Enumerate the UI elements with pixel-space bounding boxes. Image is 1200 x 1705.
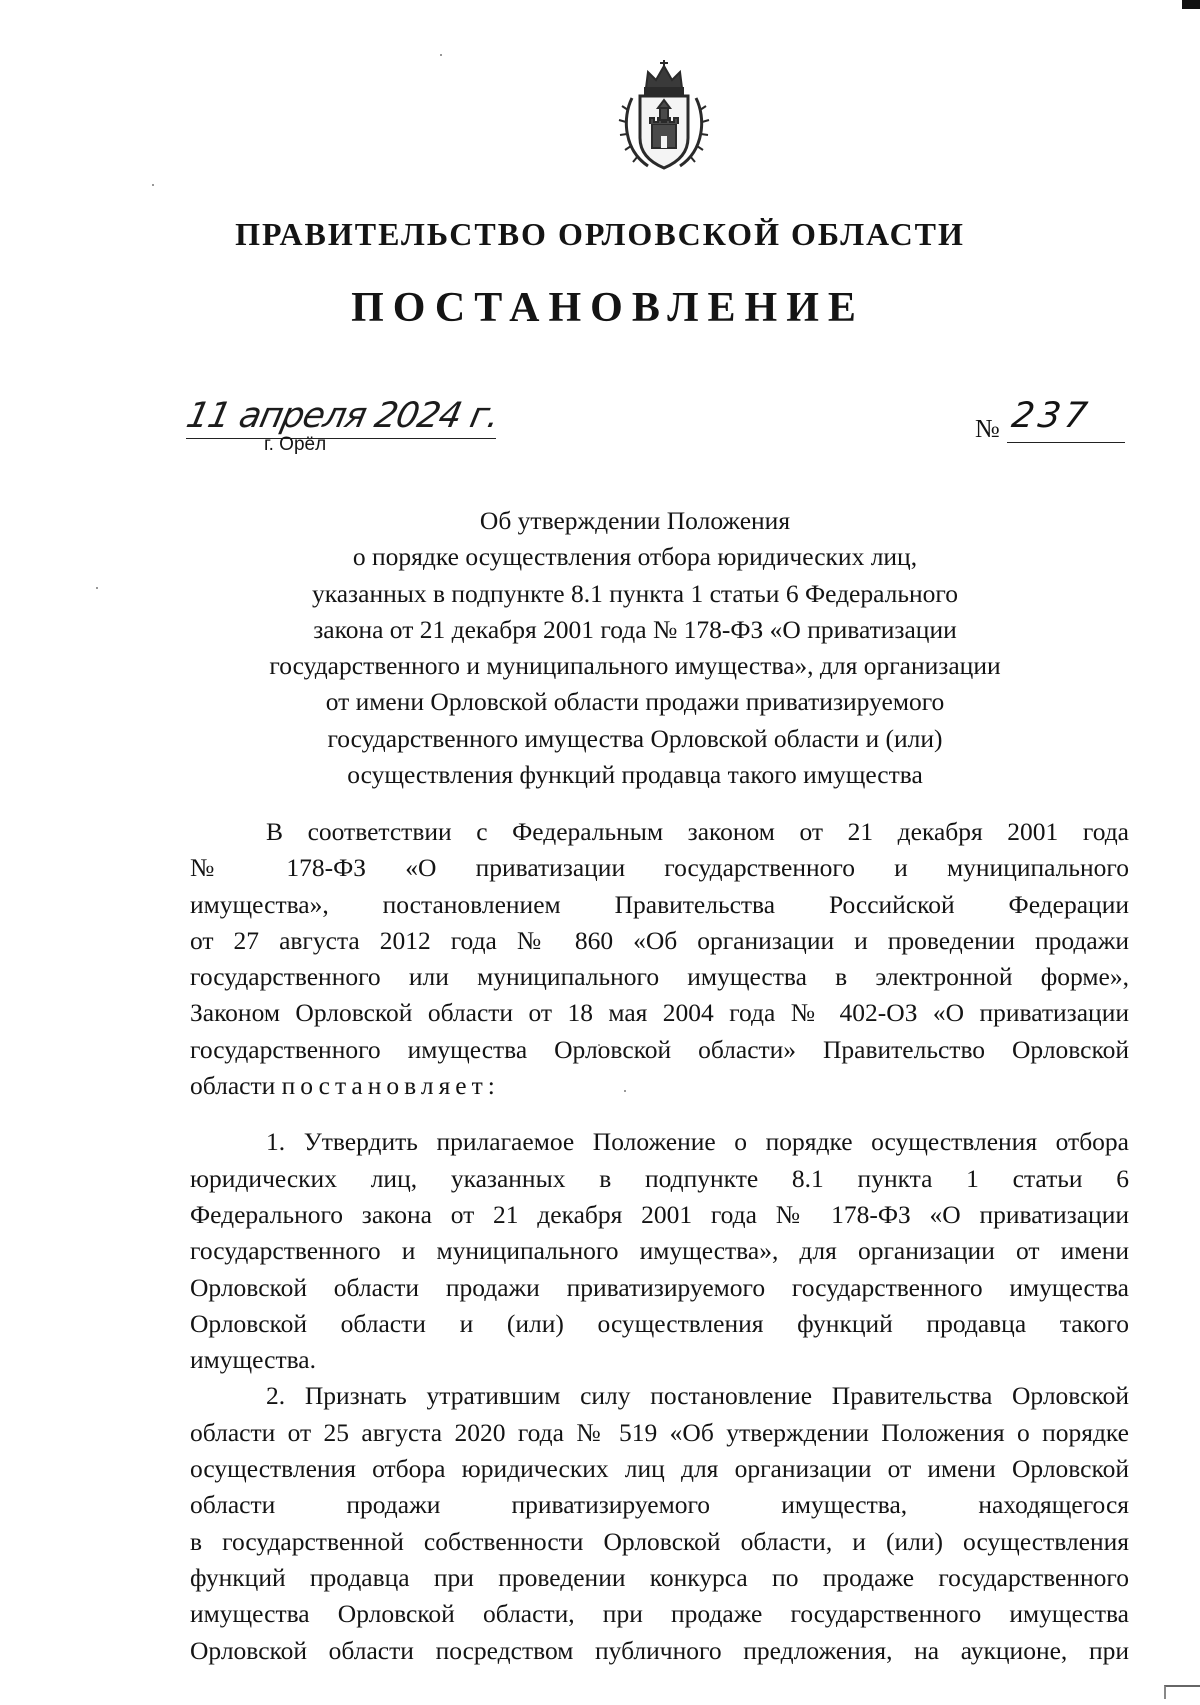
item-1-line: юридических лиц, указанных в подпункте 8.1 пункта 1 статьи 6 <box>190 1163 1129 1193</box>
item-2-line: Орловской области посредством публичного предложения, на аукционе, при <box>190 1635 1129 1665</box>
scan-speck <box>96 587 98 589</box>
preamble-line: имущества», постановлением Правительства Российской Федерации <box>190 889 1129 919</box>
scan-speck <box>440 54 442 56</box>
heading-line: государственного имущества Орловской области и (или) <box>327 723 943 753</box>
orel-region-coat-of-arms-icon <box>618 58 710 176</box>
document-body <box>190 814 1129 1669</box>
item-1-line: 1. Утвердить прилагаемое Положение о порядке осуществления отбора <box>266 1127 1129 1157</box>
preamble-line: Законом Орловской области от 18 мая 2004 года № 402-ОЗ «О приватизации <box>190 998 1129 1028</box>
scan-corner-mark <box>1182 0 1200 9</box>
item-1-line: Федерального закона от 21 декабря 2001 года № 178-ФЗ «О приватизации <box>190 1199 1129 1229</box>
number-sign: № <box>975 414 1000 443</box>
decree-keyword: постановляет: <box>281 1071 500 1101</box>
heading-line: закона от 21 декабря 2001 года № 178-ФЗ «О приватизации <box>313 614 957 644</box>
date-underline <box>186 438 496 439</box>
preamble-last-prefix: области <box>190 1071 282 1101</box>
heading-line: осуществления функций продавца такого имущества <box>347 760 923 790</box>
item-2-line: имущества Орловской области, при продаже государственного имущества <box>190 1599 1129 1629</box>
preamble-last-line <box>190 1068 1129 1104</box>
item-2-line: в государственной собственности Орловской области, и (или) осуществления <box>190 1526 1129 1556</box>
scan-speck <box>152 184 154 186</box>
item-2-paragraph <box>190 1378 1129 1668</box>
number-underline <box>1007 442 1125 443</box>
item-2-line: области от 25 августа 2020 года № 519 «Об утверждении Положения о порядке <box>190 1417 1129 1447</box>
document-heading <box>200 503 1070 793</box>
government-title: ПРАВИТЕЛЬСТВО ОРЛОВСКОЙ ОБЛАСТИ <box>235 216 965 252</box>
preamble-line: В соответствии с Федеральным законом от 21 декабря 2001 года <box>266 817 1129 846</box>
preamble-line: № 178-ФЗ «О приватизации государственного и муниципального <box>190 853 1129 883</box>
preamble-paragraph <box>190 814 1129 1104</box>
item-1-line: Орловской области продажи приватизируемого государственного имущества <box>190 1272 1129 1302</box>
item-2-line: функций продавца при проведении конкурса по продаже государственного <box>190 1562 1129 1592</box>
item-1-line: имущества. <box>190 1345 316 1375</box>
preamble-line: государственного или муниципального имущества в электронной форме», <box>190 962 1129 992</box>
document-number-handwritten: 237 <box>1009 396 1094 436</box>
heading-line: от имени Орловской области продажи приватизируемого <box>325 687 945 717</box>
item-2-line: области продажи приватизируемого имущества, находящегося <box>190 1490 1129 1520</box>
heading-line: государственного и муниципального имущества», для организации <box>269 651 1001 681</box>
date-handwritten: 11 апреля 2024 г. <box>182 396 503 436</box>
city-label: г. Орёл <box>264 434 327 455</box>
item-2-line: 2. Признать утратившим силу постановление Правительства Орловской <box>266 1381 1129 1411</box>
heading-line: Об утверждении Положения <box>479 506 791 535</box>
item-2-line: осуществления отбора юридических лиц для организации от имени Орловской <box>190 1454 1129 1484</box>
item-1-line: государственного и муниципального имущества», для организации от имени <box>190 1236 1129 1266</box>
scan-corner-mark-bottom <box>1164 1685 1200 1699</box>
item-1-paragraph <box>190 1124 1129 1378</box>
item-1-line: Орловской области и (или) осуществления функций продавца такого <box>190 1308 1129 1338</box>
heading-line: указанных в подпункте 8.1 пункта 1 статьи 6 Федерального <box>311 578 958 608</box>
document-type-title: ПОСТАНОВЛЕНИЕ <box>351 285 865 331</box>
preamble-line: от 27 августа 2012 года № 860 «Об организации и проведении продажи <box>190 925 1129 955</box>
heading-line: о порядке осуществления отбора юридических лиц, <box>352 542 918 572</box>
preamble-line: государственного имущества Орловской области» Правительство Орловской <box>190 1034 1129 1064</box>
